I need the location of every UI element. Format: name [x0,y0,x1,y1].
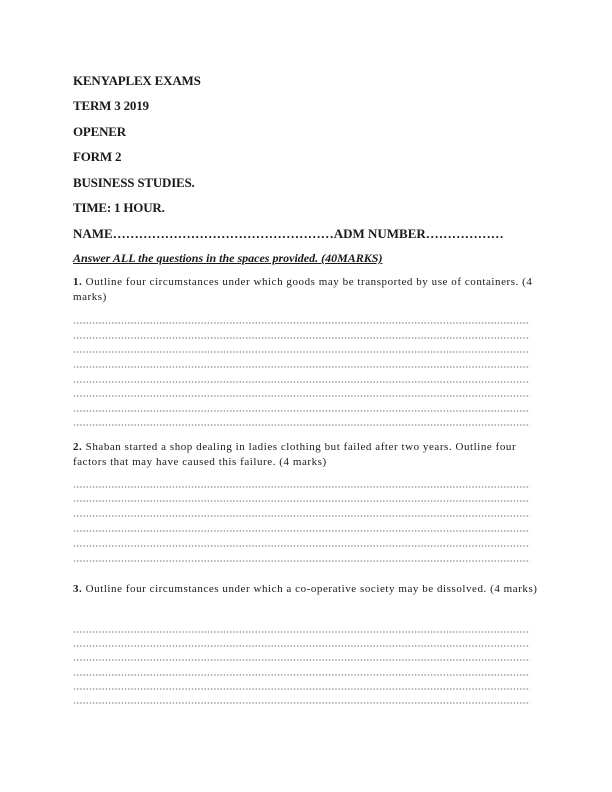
answer-line[interactable] [73,530,530,532]
answer-line[interactable] [73,366,530,368]
answer-line[interactable] [73,424,530,426]
answer-line[interactable] [73,688,530,690]
answer-line[interactable] [73,337,530,339]
question-text: Outline four circumstances under which a co-operative society may be dissolved. (4 marks) [85,583,538,595]
answer-line[interactable] [73,560,530,562]
question-number: 2. [73,441,83,453]
answer-line[interactable] [73,351,530,353]
answer-line[interactable] [73,322,530,324]
question-text: Shaban started a shop dealing in ladies clothing but failed after two years. Outline four factors that may have caused this failure. (4 marks) [73,441,517,468]
answer-line[interactable] [73,500,530,502]
term-label: TERM 3 2019 [73,98,149,113]
answer-line[interactable] [73,486,530,488]
question-number: 1. [73,276,83,288]
answer-line[interactable] [73,515,530,517]
question-number: 3. [73,583,83,595]
name-label: NAME [73,226,113,241]
answer-line[interactable] [73,659,530,661]
answer-line[interactable] [73,645,530,647]
answer-line[interactable] [73,381,530,383]
adm-number-field[interactable]: ……………… [425,226,504,241]
answer-line[interactable] [73,674,530,676]
form-label: FORM 2 [73,149,122,164]
school-title: KENYAPLEX EXAMS [73,73,201,88]
answer-line[interactable] [73,631,530,633]
instructions: Answer ALL the questions in the spaces provided. (40MARKS) [73,251,383,265]
name-field[interactable]: …………………………………………… [112,226,334,241]
question-text: Outline four circumstances under which goods may be transported by use of containers. (4 marks) [73,276,533,303]
answer-line[interactable] [73,545,530,547]
name-adm-row [73,226,535,242]
exam-type: OPENER [73,124,126,139]
answer-line[interactable] [73,410,530,412]
subject-label: BUSINESS STUDIES. [73,175,195,190]
question-1 [73,275,538,305]
adm-number-label: ADM NUMBER [333,226,426,241]
answer-line[interactable] [73,702,530,704]
question-2 [73,440,538,470]
time-label: TIME: 1 HOUR. [73,200,165,215]
answer-line[interactable] [73,395,530,397]
question-3 [73,582,538,597]
